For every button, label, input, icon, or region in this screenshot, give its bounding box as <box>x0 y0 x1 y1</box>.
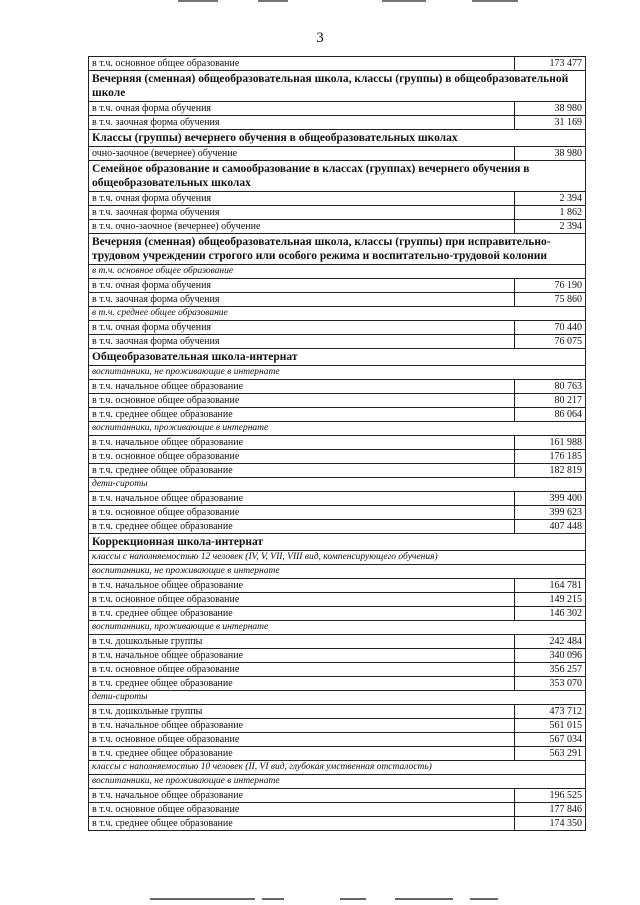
table-row <box>89 293 586 307</box>
table-row <box>89 220 586 234</box>
row-value: 70 440 <box>515 321 586 335</box>
table-row <box>89 803 586 817</box>
row-label: в т.ч. основное общее образование <box>89 57 515 71</box>
row-value: 161 988 <box>515 436 586 450</box>
table-row <box>89 733 586 747</box>
row-value: 38 980 <box>515 102 586 116</box>
row-value: 86 064 <box>515 408 586 422</box>
row-value: 176 185 <box>515 450 586 464</box>
table-row <box>89 506 586 520</box>
row-value: 76 190 <box>515 279 586 293</box>
row-label: в т.ч. основное общее образование <box>89 394 515 408</box>
section-heading-text: Вечерняя (сменная) общеобразовательная школа, классы (группы) в общеобразовательной школе <box>89 71 586 102</box>
row-value: 31 169 <box>515 116 586 130</box>
section-heading <box>89 534 586 551</box>
row-value: 1 862 <box>515 206 586 220</box>
table-row <box>89 380 586 394</box>
table-row <box>89 649 586 663</box>
row-value: 340 096 <box>515 649 586 663</box>
row-label: в т.ч. очная форма обучения <box>89 192 515 206</box>
row-label: в т.ч. среднее общее образование <box>89 520 515 534</box>
subheading-text: воспитанники, не проживающие в интернате <box>89 565 586 579</box>
row-label: в т.ч. среднее общее образование <box>89 464 515 478</box>
table-row <box>89 789 586 803</box>
page-number: 3 <box>316 30 324 46</box>
row-label: в т.ч. среднее общее образование <box>89 817 515 831</box>
subheading <box>89 265 586 279</box>
subheading <box>89 478 586 492</box>
table-row <box>89 817 586 831</box>
subheading-text: дети-сироты <box>89 691 586 705</box>
subheading <box>89 366 586 380</box>
table-row <box>89 206 586 220</box>
row-value: 353 070 <box>515 677 586 691</box>
row-value: 196 525 <box>515 789 586 803</box>
row-label: в т.ч. заочная форма обучения <box>89 293 515 307</box>
section-heading <box>89 234 586 265</box>
row-label: очно-заочное (вечернее) обучение <box>89 147 515 161</box>
row-label: в т.ч. очная форма обучения <box>89 321 515 335</box>
row-label: в т.ч. среднее общее образование <box>89 408 515 422</box>
scan-artifact-bottom <box>0 898 640 902</box>
subheading-text: дети-сироты <box>89 478 586 492</box>
row-value: 399 400 <box>515 492 586 506</box>
scan-artifact-top <box>0 0 640 4</box>
data-table-container <box>88 56 585 831</box>
row-label: в т.ч. начальное общее образование <box>89 380 515 394</box>
subheading <box>89 761 586 775</box>
row-value: 182 819 <box>515 464 586 478</box>
table-row <box>89 394 586 408</box>
table-row <box>89 464 586 478</box>
row-label: в т.ч. среднее общее образование <box>89 677 515 691</box>
row-value: 80 763 <box>515 380 586 394</box>
table-row <box>89 102 586 116</box>
row-value: 164 781 <box>515 579 586 593</box>
section-heading <box>89 349 586 366</box>
table-row <box>89 321 586 335</box>
row-label: в т.ч. начальное общее образование <box>89 436 515 450</box>
section-heading-text: Вечерняя (сменная) общеобразовательная школа, классы (группы) при исправительно-трудовом учреждении строгого или особого режима и воспитательно-трудовой колонии <box>89 234 586 265</box>
data-table <box>88 56 586 831</box>
row-value: 242 484 <box>515 635 586 649</box>
row-value: 561 015 <box>515 719 586 733</box>
subheading-text: классы с наполняемостью 10 человек (II, VI вид, глубокая умственная отсталость) <box>89 761 586 775</box>
section-heading-text: Семейное образование и самообразование в классах (группах) вечернего обучения в общеобразовательных школах <box>89 161 586 192</box>
row-label: в т.ч. заочная форма обучения <box>89 206 515 220</box>
row-value: 173 477 <box>515 57 586 71</box>
row-label: в т.ч. основное общее образование <box>89 663 515 677</box>
table-row <box>89 57 586 71</box>
row-label: в т.ч. очная форма обучения <box>89 102 515 116</box>
data-table-body <box>89 57 586 831</box>
section-heading-text: Классы (группы) вечернего обучения в общеобразовательных школах <box>89 130 586 147</box>
table-row <box>89 192 586 206</box>
table-row <box>89 747 586 761</box>
row-value: 76 075 <box>515 335 586 349</box>
row-value: 2 394 <box>515 220 586 234</box>
table-row <box>89 593 586 607</box>
row-value: 399 623 <box>515 506 586 520</box>
row-label: в т.ч. начальное общее образование <box>89 719 515 733</box>
section-heading-text: Коррекционная школа-интернат <box>89 534 586 551</box>
row-value: 2 394 <box>515 192 586 206</box>
row-value: 149 215 <box>515 593 586 607</box>
section-heading <box>89 161 586 192</box>
subheading <box>89 307 586 321</box>
subheading <box>89 565 586 579</box>
subheading <box>89 691 586 705</box>
row-label: в т.ч. начальное общее образование <box>89 579 515 593</box>
row-label: в т.ч. начальное общее образование <box>89 649 515 663</box>
row-label: в т.ч. начальное общее образование <box>89 789 515 803</box>
section-heading-text: Общеобразовательная школа-интернат <box>89 349 586 366</box>
section-heading <box>89 130 586 147</box>
row-value: 80 217 <box>515 394 586 408</box>
row-label: в т.ч. среднее общее образование <box>89 607 515 621</box>
table-row <box>89 635 586 649</box>
subheading-text: классы с наполняемостью 12 человек (IV, V, VII, VIII вид, компенсирующего обучения) <box>89 551 586 565</box>
subheading-text: воспитанники, проживающие в интернате <box>89 621 586 635</box>
table-row <box>89 705 586 719</box>
row-value: 567 034 <box>515 733 586 747</box>
row-value: 38 980 <box>515 147 586 161</box>
table-row <box>89 408 586 422</box>
subheading-text: в т.ч. среднее общее образование <box>89 307 586 321</box>
row-label: в т.ч. дошкольные группы <box>89 635 515 649</box>
section-heading <box>89 71 586 102</box>
subheading-text: воспитанники, проживающие в интернате <box>89 422 586 436</box>
subheading <box>89 775 586 789</box>
table-row <box>89 579 586 593</box>
table-row <box>89 492 586 506</box>
subheading <box>89 551 586 565</box>
row-value: 174 350 <box>515 817 586 831</box>
row-label: в т.ч. очно-заочное (вечернее) обучение <box>89 220 515 234</box>
row-label: в т.ч. основное общее образование <box>89 450 515 464</box>
subheading <box>89 422 586 436</box>
row-value: 177 846 <box>515 803 586 817</box>
table-row <box>89 719 586 733</box>
subheading-text: воспитанники, не проживающие в интернате <box>89 775 586 789</box>
row-label: в т.ч. среднее общее образование <box>89 747 515 761</box>
table-row <box>89 450 586 464</box>
row-label: в т.ч. основное общее образование <box>89 506 515 520</box>
table-row <box>89 677 586 691</box>
row-label: в т.ч. основное общее образование <box>89 593 515 607</box>
table-row <box>89 663 586 677</box>
row-label: в т.ч. заочная форма обучения <box>89 335 515 349</box>
row-label: в т.ч. основное общее образование <box>89 733 515 747</box>
row-value: 356 257 <box>515 663 586 677</box>
row-value: 75 860 <box>515 293 586 307</box>
table-row <box>89 116 586 130</box>
row-value: 146 302 <box>515 607 586 621</box>
subheading-text: воспитанники, не проживающие в интернате <box>89 366 586 380</box>
table-row <box>89 335 586 349</box>
row-value: 473 712 <box>515 705 586 719</box>
row-label: в т.ч. начальное общее образование <box>89 492 515 506</box>
row-label: в т.ч. заочная форма обучения <box>89 116 515 130</box>
row-label: в т.ч. дошкольные группы <box>89 705 515 719</box>
row-label: в т.ч. основное общее образование <box>89 803 515 817</box>
table-row <box>89 607 586 621</box>
table-row <box>89 436 586 450</box>
row-label: в т.ч. очная форма обучения <box>89 279 515 293</box>
subheading <box>89 621 586 635</box>
table-row <box>89 147 586 161</box>
row-value: 407 448 <box>515 520 586 534</box>
row-value: 563 291 <box>515 747 586 761</box>
subheading-text: в т.ч. основное общее образование <box>89 265 586 279</box>
table-row <box>89 279 586 293</box>
table-row <box>89 520 586 534</box>
